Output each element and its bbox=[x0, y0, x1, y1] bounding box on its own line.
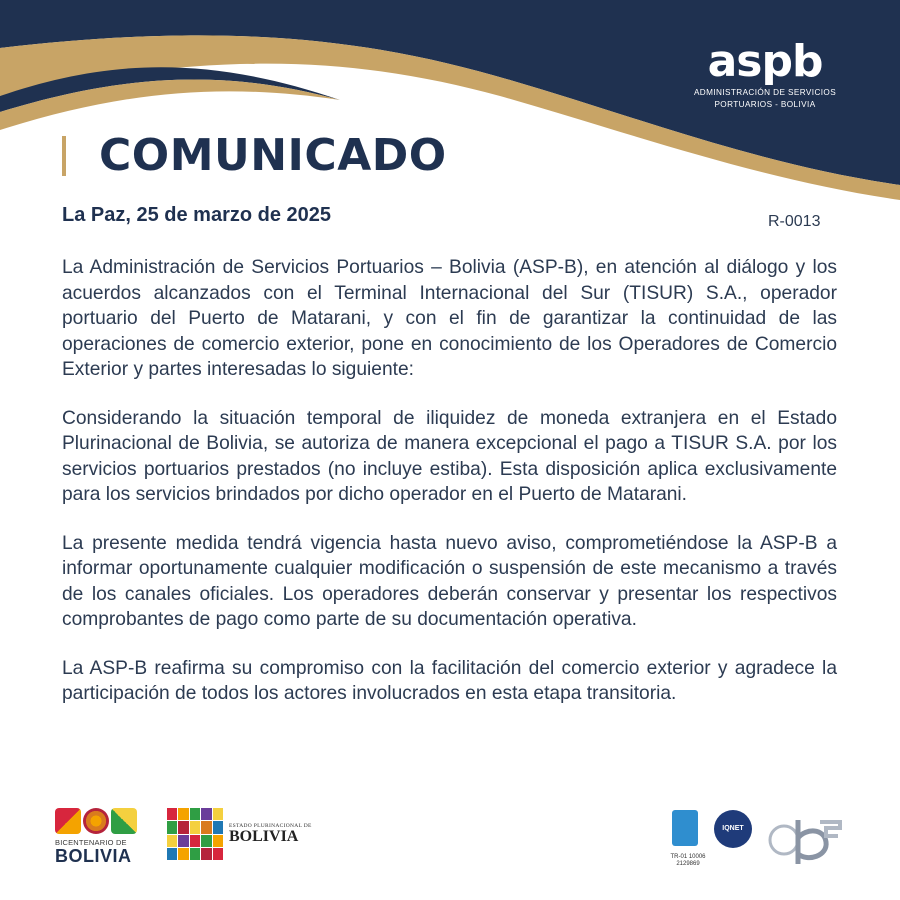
body-paragraph: Considerando la situación temporal de iliquidez de moneda extranjera en el Estado Plurinacional de Bolivia, se autoriza de manera excepcional el pago a TISUR S.A. por los servicios portuarios prestados (no incluye estiba). Esta disposición aplica exclusivamente para los servicios brindados por dicho operador en el Puerto de Matarani. bbox=[62, 407, 837, 505]
reference-number: R-0013 bbox=[768, 213, 821, 230]
bicentenario-emblem-icon bbox=[55, 808, 81, 834]
bicentenario-country: BOLIVIA bbox=[55, 846, 132, 866]
icontec-iso-icon bbox=[672, 810, 698, 846]
estado-mosaic-icon bbox=[167, 808, 223, 860]
bicentenario-emblems bbox=[55, 808, 137, 834]
communique-date: La Paz, 25 de marzo de 2025 bbox=[62, 204, 332, 226]
body-paragraph: La presente medida tendrá vigencia hasta nuevo aviso, comprometiéndose la ASP-B a informar oportunamente cualquier modificación o suspensión de este mecanismo a través de los canales oficiales. Los operadores deberán conservar y presentar los respectivos comprobantes de pago como parte de su documentación operativa. bbox=[62, 532, 837, 630]
estado-text bbox=[229, 823, 312, 845]
bicentenario-emblem-icon bbox=[111, 808, 137, 834]
iqnet-badge: IQNET bbox=[714, 810, 752, 848]
bicentenario-emblem-icon bbox=[83, 808, 109, 834]
bicentenario-label: BICENTENARIO DE bbox=[55, 838, 127, 847]
certification-code-line2: 2129869 bbox=[676, 861, 700, 867]
logo-subtitle-line2: PORTUARIOS - BOLIVIA bbox=[714, 100, 816, 109]
certification-code bbox=[666, 854, 710, 868]
certification-code-line1: TR-01 10006 bbox=[670, 854, 706, 860]
bicentenario-logo bbox=[55, 808, 137, 865]
title-accent-bar bbox=[62, 136, 66, 176]
asp-anniversary-icon bbox=[768, 812, 844, 872]
body-paragraph: La Administración de Servicios Portuarios – Bolivia (ASP-B), en atención al diálogo y los acuerdos alcanzados con el Terminal Internacional del Sur (TISUR) S.A., operador portuario del Puerto de Matarani, y con el fin de garantizar la continuidad de las operaciones de comercio exterior, pone en conocimiento de los Operadores de Comercio Exterior y partes interesadas lo siguiente: bbox=[62, 257, 837, 380]
communique-body bbox=[62, 255, 837, 730]
estado-country: BOLIVIA bbox=[229, 828, 299, 845]
estado-plurinacional-logo bbox=[167, 808, 312, 860]
body-paragraph: La ASP-B reafirma su compromiso con la facilitación del comercio exterior y agradece la participación de todos los actores involucrados en esta etapa transitoria. bbox=[62, 657, 837, 704]
logo-wordmark: aspb bbox=[707, 36, 823, 87]
page-title: COMUNICADO bbox=[99, 130, 447, 181]
estado-label: ESTADO PLURINACIONAL DE bbox=[229, 823, 312, 829]
aspb-logo bbox=[690, 38, 840, 110]
logo-subtitle-line1: ADMINISTRACIÓN DE SERVICIOS bbox=[693, 88, 837, 97]
